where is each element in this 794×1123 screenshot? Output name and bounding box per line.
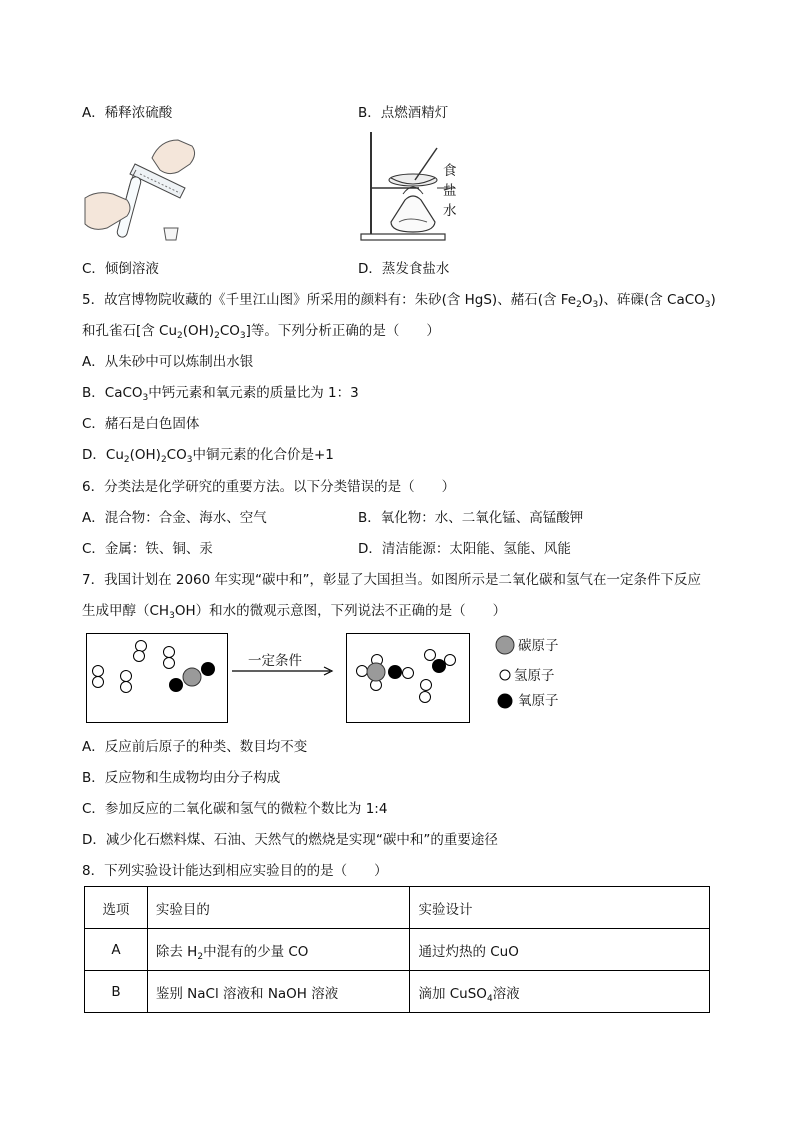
legend-oxygen: 氧原子 — [518, 693, 559, 709]
table-row — [85, 929, 710, 971]
reaction-condition: 一定条件 — [248, 653, 302, 669]
header-option: 选项 — [85, 887, 148, 929]
legend-symbols — [494, 634, 516, 714]
dilute-acid-figure — [80, 128, 210, 246]
q7-stem-line1: 7．我国计划在 2060 年实现“碳中和”，彰显了大国担当。如图所示是二氧化碳和氢气在一定条件下反应 — [82, 572, 702, 588]
q5-stem-line2: 和孔雀石[含 $Cu_2(OH)_2CO_3$]等。下列分析正确的是（ ） — [82, 323, 440, 341]
table-row — [85, 971, 710, 1013]
table-header-row — [85, 887, 710, 929]
q4-option-b: B．点燃酒精灯 — [358, 105, 449, 121]
q7-option-c: C．参加反应的二氧化碳和氢气的微粒个数比为 1:4 — [82, 801, 388, 817]
reaction-arrow — [230, 664, 336, 678]
q5-option-d: D．$Cu_2(OH)_2CO_3$中铜元素的化合价是+1 — [82, 447, 334, 465]
q4-option-a: A．稀释浓硫酸 — [82, 105, 173, 121]
experiment-table — [84, 886, 710, 1013]
q5-stem-line1: 5．故宫博物院收藏的《千里江山图》所采用的颜料有：朱砂(含 HgS)、赭石(含 $Fe_2O_3$)、砗磲(含 CaCO$_3$) — [82, 292, 716, 310]
row-option: B — [85, 971, 148, 1013]
q6-option-c: C．金属：铁、铜、汞 — [82, 541, 213, 557]
q6-option-a: A．混合物：合金、海水、空气 — [82, 510, 267, 526]
q4-option-d: D．蒸发食盐水 — [358, 261, 450, 277]
row-design: 滴加 CuSO$_4$溶液 — [410, 971, 710, 1013]
q5-option-b: B．CaCO$_3$中钙元素和氧元素的质量比为 1：3 — [82, 385, 359, 403]
q7-option-d: D．减少化石燃料煤、石油、天然气的燃烧是实现“碳中和”的重要途径 — [82, 832, 498, 848]
legend-hydrogen: 氢原子 — [514, 668, 555, 684]
figure-label-salt: 食 盐 水 — [443, 163, 457, 219]
row-purpose: 鉴别 NaCl 溶液和 NaOH 溶液 — [147, 971, 410, 1013]
row-design: 通过灼热的 CuO — [410, 929, 710, 971]
products-molecules — [346, 633, 470, 723]
q6-stem: 6．分类法是化学研究的重要方法。以下分类错误的是（ ） — [82, 479, 456, 495]
q7-stem-line2: 生成甲醇$(CH_3OH)$和水的微观示意图，下列说法不正确的是（ ） — [82, 603, 507, 621]
row-purpose: 除去 $H_2$中混有的少量 CO — [147, 929, 410, 971]
row-option: A — [85, 929, 148, 971]
q6-option-b: B．氧化物：水、二氧化锰、高锰酸钾 — [358, 510, 584, 526]
q7-option-b: B．反应物和生成物均由分子构成 — [82, 770, 281, 786]
q4-option-c: C．倾倒溶液 — [82, 261, 159, 277]
reactants-molecules — [86, 633, 228, 723]
q8-stem: 8．下列实验设计能达到相应实验目的的是（ ） — [82, 863, 388, 879]
q6-option-d: D．清洁能源：太阳能、氢能、风能 — [358, 541, 571, 557]
q5-option-a: A．从朱砂中可以炼制出水银 — [82, 354, 254, 370]
q5-option-c: C．赭石是白色固体 — [82, 416, 200, 432]
q7-option-a: A．反应前后原子的种类、数目均不变 — [82, 739, 308, 755]
header-design: 实验设计 — [410, 887, 710, 929]
legend-carbon: 碳原子 — [518, 638, 559, 654]
header-purpose: 实验目的 — [147, 887, 410, 929]
